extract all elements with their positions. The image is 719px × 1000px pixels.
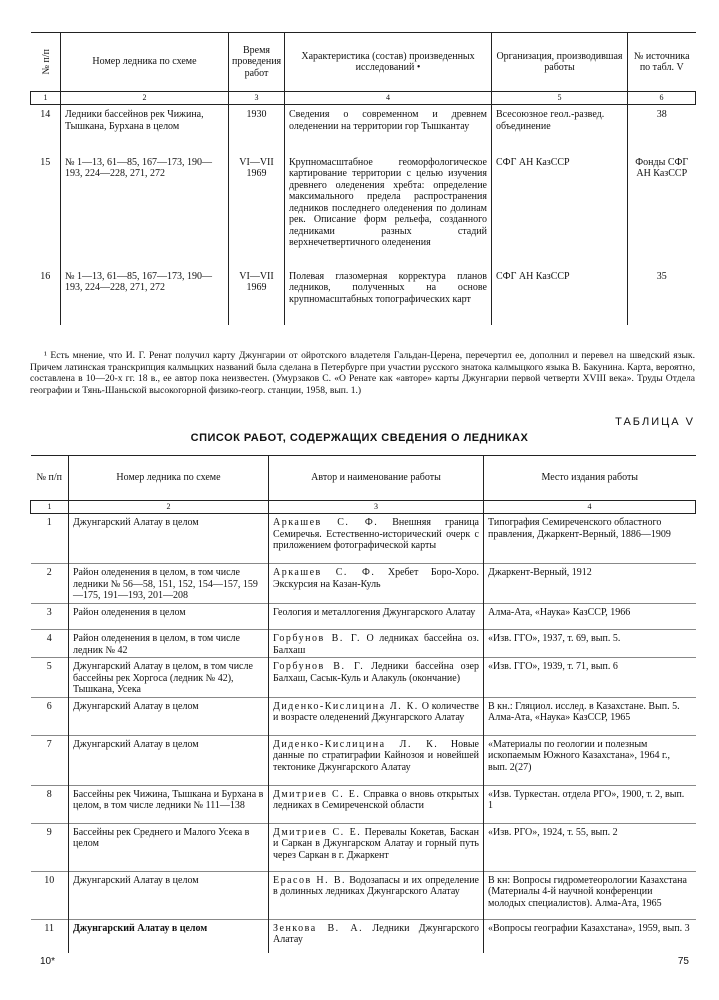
row-number: 8 xyxy=(31,785,69,823)
work-title: Ледники бассейна озер Балхаш, Сасык-Куль и Алакуль (окончание) xyxy=(273,661,479,684)
row-number: 15 xyxy=(31,153,61,267)
work-title: Ледники Джунгарского Алатау xyxy=(273,922,479,945)
header-description: Характеристика (состав) произведенных исследований • xyxy=(285,33,492,92)
header-source: № источника по табл. V xyxy=(628,33,696,92)
table-row xyxy=(31,871,696,919)
col-number: 1 xyxy=(31,501,69,514)
row-glacier: Джунгарский Алатау в целом xyxy=(69,514,269,564)
row-number: 3 xyxy=(31,604,69,630)
row-glacier: Джунгарский Алатау в целом xyxy=(69,871,269,919)
row-description: Полевая глазомерная корректура планов ледников, полученных на основе крупномасштабных топографических карт xyxy=(285,267,492,325)
row-glacier: Район оледенения в целом, в том числе ледники № 56—58, 151, 152, 154—157, 159—175, 191—193, 201—208 xyxy=(69,564,269,604)
row-glacier: Ледники бассейнов рек Чижина, Тышкана, Бурхана в целом xyxy=(61,105,229,153)
work-title: О количестве и возрасте оледенений Джунгарского Алатау xyxy=(273,700,479,723)
table-row xyxy=(31,564,696,604)
row-work xyxy=(269,919,484,953)
row-work xyxy=(269,630,484,658)
row-glacier: Район оледенения в целом, в том числе ледник № 42 xyxy=(69,630,269,658)
row-organization: СФГ АН КазССР xyxy=(492,153,628,267)
work-title: Справка о вновь открытых ледниках в Семиреченской области xyxy=(273,788,480,811)
table-label: ТАБЛИЦА V xyxy=(615,416,695,428)
row-number: 6 xyxy=(31,697,69,735)
row-place: В кн: Вопросы гидрометеорологии Казахстана (Материалы 4-й научной конференции молодых специалистов). Алма-Ата, 1965 xyxy=(484,871,696,919)
table-row xyxy=(31,697,696,735)
header-glacier: Номер ледника по схеме xyxy=(69,456,269,501)
table-row xyxy=(31,267,696,325)
row-place: «Изв. Туркестан. отдела РГО», 1900, т. 2, вып. 1 xyxy=(484,785,696,823)
table-row xyxy=(31,153,696,267)
table-row xyxy=(31,785,696,823)
col-number: 3 xyxy=(229,92,285,105)
col-number: 4 xyxy=(484,501,696,514)
work-title: Водозапасы и их определение в долинных ледниках Джунгарского Алатау xyxy=(273,874,479,897)
row-number: 5 xyxy=(31,658,69,698)
author-name: Дмитриев С. Е. xyxy=(273,788,361,800)
row-description: Сведения о современном и древнем оледенении на территории гор Тышкантау xyxy=(285,105,492,153)
row-glacier: Джунгарский Алатау в целом xyxy=(69,735,269,785)
row-glacier: Район оледенения в целом xyxy=(69,604,269,630)
row-number: 10 xyxy=(31,871,69,919)
row-source: 35 xyxy=(628,267,696,325)
row-work xyxy=(269,604,484,630)
col-number: 2 xyxy=(69,501,269,514)
author-name: Диденко-Кислицина Л. К. xyxy=(273,738,439,750)
col-number: 3 xyxy=(269,501,484,514)
works-list-body xyxy=(31,514,696,954)
row-number: 2 xyxy=(31,564,69,604)
header-time: Время проведения работ xyxy=(229,33,285,92)
row-place: «Материалы по геологии и полезным ископаемым Южного Казахстана», 1964 г., вып. 2(27) xyxy=(484,735,696,785)
header-author: Автор и наименование работы xyxy=(269,456,484,501)
table-row xyxy=(31,604,696,630)
table-row xyxy=(31,735,696,785)
row-number: 1 xyxy=(31,514,69,564)
row-glacier: Бассейны рек Чижина, Тышкана и Бурхана в целом, в том числе ледники № 111—138 xyxy=(69,785,269,823)
row-time: 1930 xyxy=(229,105,285,153)
author-name: Аркашев С. Ф. xyxy=(273,567,376,578)
col-number: 5 xyxy=(492,92,628,105)
works-table-continued xyxy=(30,32,696,325)
work-title: Перевалы Кокетав, Баскан и Саркан в Джунгарском Алатау и горный путь через Саркан в г. Джаркент xyxy=(273,826,479,861)
row-place: «Изв. ГГО», 1937, т. 69, вып. 5. xyxy=(484,630,696,658)
author-name: Дмитриев С. Е. xyxy=(273,826,362,838)
work-title: Внешняя граница Семиречья. Естественно-исторический очерк с приложением фотографической карты xyxy=(273,517,479,551)
row-glacier: № 1—13, 61—85, 167—173, 190—193, 224—228, 271, 272 xyxy=(61,267,229,325)
author-name: Горбунов В. Г. xyxy=(273,661,365,672)
row-number: 7 xyxy=(31,735,69,785)
row-work xyxy=(269,871,484,919)
header-mark: • xyxy=(416,62,421,73)
table-row xyxy=(31,514,696,564)
row-time: VI—VII 1969 xyxy=(229,153,285,267)
row-work xyxy=(269,735,484,785)
row-number: 16 xyxy=(31,267,61,325)
row-source: Фонды СФГ АН КазССР xyxy=(628,153,696,267)
author-name: Ерасов Н. В. xyxy=(273,874,347,886)
author-name: Зенкова В. А. xyxy=(273,922,364,934)
col-number: 6 xyxy=(628,92,696,105)
row-source: 38 xyxy=(628,105,696,153)
page-number: 75 xyxy=(677,956,689,967)
table-row xyxy=(31,630,696,658)
row-number: 9 xyxy=(31,823,69,871)
table-row xyxy=(31,105,696,153)
author-name: Диденко-Кислицина Л. К. xyxy=(273,700,419,712)
row-description: Крупномасштабное геоморфологическое картирование территории с целью изучения древнего оледенения хребта: определение максимального предела распространения ледников последнего оледенения по долинам рек. Описание форм рельефа, созданного ледниками разных стадий верхнечетвертичного оледенения xyxy=(285,153,492,267)
row-work xyxy=(269,514,484,564)
author-name: Горбунов В. Г. xyxy=(273,633,361,644)
header-number: № п/п xyxy=(31,33,61,92)
table-row xyxy=(31,658,696,698)
col-number: 2 xyxy=(61,92,229,105)
work-title: Хребет Боро-Хоро. Экскурсия на Казан-Куль xyxy=(273,567,480,590)
row-place: «Изв. ГГО», 1939, т. 71, вып. 6 xyxy=(484,658,696,698)
row-place: «Вопросы географии Казахстана», 1959, вып. 3 xyxy=(484,919,696,953)
header-glacier: Номер ледника по схеме xyxy=(61,33,229,92)
row-organization: Всесоюзное геол.-развед. объединение xyxy=(492,105,628,153)
row-number: 11 xyxy=(31,919,69,953)
works-list-table xyxy=(30,455,696,953)
row-place: «Изв. РГО», 1924, т. 55, вып. 2 xyxy=(484,823,696,871)
row-glacier: Джунгарский Алатау в целом, в том числе бассейны рек Хоргоса (ледник № 42), Тышкана, Усека xyxy=(69,658,269,698)
table-row xyxy=(31,919,696,953)
row-place: В кн.: Гляциол. исслед. в Казахстане. Вып. 5. Алма-Ата, «Наука» КазССР, 1965 xyxy=(484,697,696,735)
row-glacier: Джунгарский Алатау в целом xyxy=(69,697,269,735)
work-title: О ледниках бассейна оз. Балхаш xyxy=(273,633,479,656)
footnote: ¹ Есть мнение, что И. Г. Ренат получил карту Джунгарии от ойротского владетеля Гальдан-Церена, перечертил ее, дополнил и перевел на шведский язык. Причем латинская транскрипция калмыцких названий была сделана в Петербурге при участии русского знатока калмыцкого языка В. Бакунина. Карта, вероятно, составлена в 10—20-х гг. 18 в., ее автор пока неизвестен. (Умурзаков С. «О Ренате как «авторе» карты Джунгарии первой четверти XVIII века». Труды Отдела географии и Тянь-Шаньской высокогорной физико-геогр. станции, 1958, вып. 1.) xyxy=(30,350,695,397)
row-place: Типография Семиреченского областного правления, Джаркент-Верный, 1886—1909 xyxy=(484,514,696,564)
col-number: 4 xyxy=(285,92,492,105)
row-place: Алма-Ата, «Наука» КазССР, 1966 xyxy=(484,604,696,630)
row-number: 14 xyxy=(31,105,61,153)
row-organization: СФГ АН КазССР xyxy=(492,267,628,325)
row-work xyxy=(269,697,484,735)
row-glacier: № 1—13, 61—85, 167—173, 190—193, 224—228, 271, 272 xyxy=(61,153,229,267)
row-glacier: Бассейны рек Среднего и Малого Усека в целом xyxy=(69,823,269,871)
row-place: Джаркент-Верный, 1912 xyxy=(484,564,696,604)
header-organization: Организация, производившая работы xyxy=(492,33,628,92)
work-title: Геология и металлогения Джунгарского Алатау xyxy=(273,607,476,618)
row-number: 4 xyxy=(31,630,69,658)
row-work xyxy=(269,785,484,823)
page-signature: 10* xyxy=(40,956,56,967)
row-work xyxy=(269,564,484,604)
table-title: СПИСОК РАБОТ, СОДЕРЖАЩИХ СВЕДЕНИЯ О ЛЕДНИКАХ xyxy=(190,432,529,444)
col-number: 1 xyxy=(31,92,61,105)
table-row xyxy=(31,823,696,871)
header-number: № п/п xyxy=(31,456,69,501)
row-time: VI—VII 1969 xyxy=(229,267,285,325)
row-work xyxy=(269,823,484,871)
author-name: Аркашев С. Ф. xyxy=(273,517,379,528)
work-title: Новые данные по стратиграфии Кайнозоя и новейшей тектонике Джунгарского Алатау xyxy=(273,738,479,773)
row-glacier: Джунгарский Алатау в целом xyxy=(69,919,269,953)
header-place: Место издания работы xyxy=(484,456,696,501)
row-work xyxy=(269,658,484,698)
